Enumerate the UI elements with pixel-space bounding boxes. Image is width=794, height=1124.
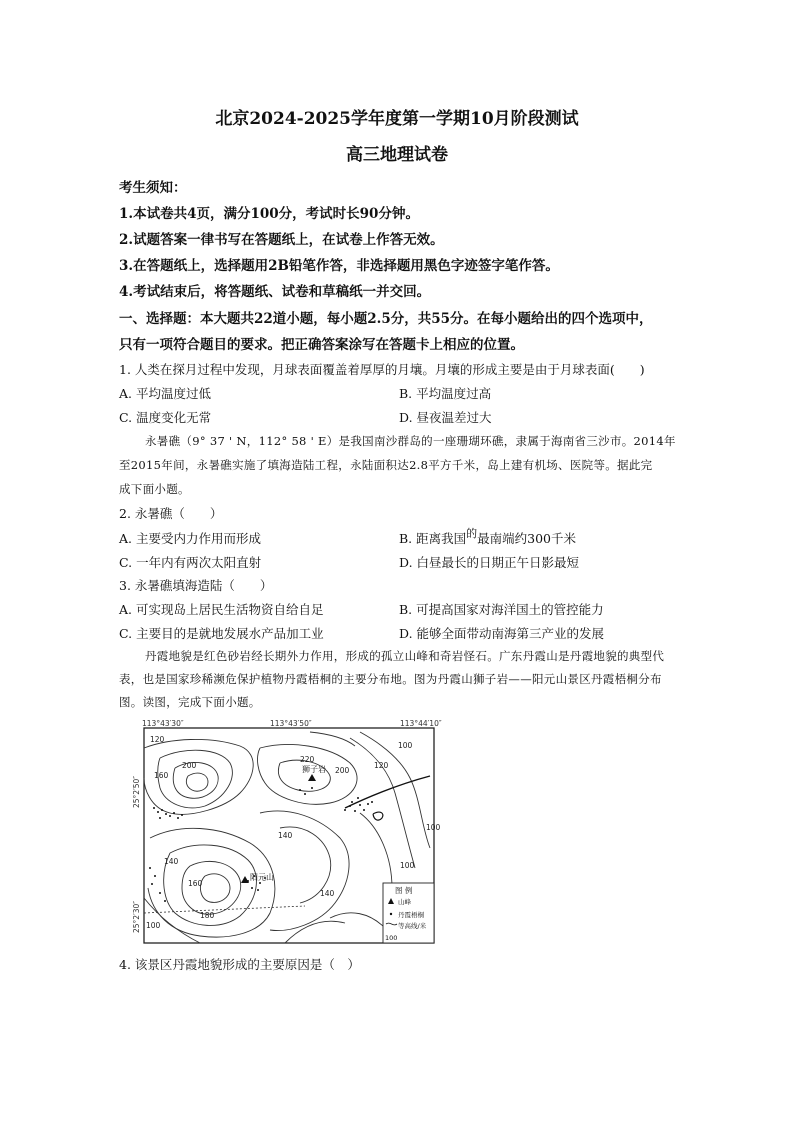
question-3-option-d: D. 能够全面带动南海第三产业的发展: [399, 626, 605, 641]
option-b-text: B. 距离我国: [399, 531, 467, 546]
passage-yongshu-line: 成下面小题。: [119, 482, 190, 496]
question-1-option-d: D. 昼夜温差过大: [399, 410, 492, 425]
question-1-option-b: B. 平均温度过高: [399, 386, 492, 401]
question-3-stem: 3. 永暑礁填海造陆（ ）: [119, 578, 273, 593]
passage-yongshu-line: 至2015年间，永暑礁实施了填海造陆工程，永陆面积达2.8平方千米，岛上建有机场、医院等。据此完: [119, 458, 653, 472]
passage-danxia-line: 丹霞地貌是红色砂岩经长期外力作用，形成的孤立山峰和奇岩怪石。广东丹霞山是丹霞地貌的典型代: [145, 649, 665, 663]
legend-tree-icon: [390, 913, 392, 915]
contour-label: 100: [400, 861, 415, 870]
map-legend: [383, 883, 434, 943]
contour-label: 180: [200, 911, 215, 920]
legend-contour-sample: 100: [385, 934, 398, 942]
question-2-stem: 2. 永暑礁（ ）: [119, 506, 223, 521]
question-1-option-a: A. 平均温度过低: [119, 386, 211, 401]
contour-label: 140: [164, 857, 179, 866]
contour-label: 100: [398, 741, 413, 750]
question-3-option-c: C. 主要目的是就地发展水产品加工业: [119, 626, 324, 641]
question-2-option-c: C. 一年内有两次太阳直射: [119, 555, 262, 570]
lat-label: 25°2′50″: [132, 775, 141, 808]
contour-label: 200: [335, 766, 350, 775]
contour-label: 220: [300, 755, 315, 764]
question-2-option-a: A. 主要受内力作用而形成: [119, 531, 261, 546]
option-b-text: 最南端约300千米: [477, 531, 576, 546]
question-1-stem: 1. 人类在探月过程中发现，月球表面覆盖着厚厚的月壤。月壤的形成主要是由于月球表面( ): [119, 362, 645, 377]
lon-label: 113°43′30″: [142, 719, 184, 728]
exam-subtitle: 高三地理试卷: [346, 145, 448, 165]
question-4-stem: 4. 该景区丹霞地貌形成的主要原因是（ ）: [119, 957, 360, 972]
lon-label: 113°44′10″: [400, 719, 442, 728]
option-b-superscript: 的: [466, 527, 478, 540]
notice-item: 1.本试卷共4页，满分100分，考试时长90分钟。: [119, 206, 419, 222]
contour-label: 160: [188, 879, 203, 888]
legend-title: 图 例: [395, 886, 413, 895]
danxia-contour-map: [130, 718, 442, 946]
question-2-option-b: [399, 529, 576, 547]
question-2-option-d: D. 白昼最长的日期正午日影最短: [399, 555, 580, 570]
contour-label: 200: [182, 761, 197, 770]
contour-label: 120: [150, 735, 165, 744]
question-1-option-c: C. 温度变化无常: [119, 410, 212, 425]
notice-item: 2.试题答案一律书写在答题纸上，在试卷上作答无效。: [119, 232, 444, 248]
place-label-yangyuanshan: 阳元山: [250, 873, 274, 882]
contour-label: 140: [278, 831, 293, 840]
passage-danxia-line: 表，也是国家珍稀濒危保护植物丹霞梧桐的主要分布地。图为丹霞山狮子岩——阳元山景区丹霞梧桐分布: [119, 672, 662, 686]
contour-label: 160: [154, 771, 169, 780]
legend-peak-label: 山峰: [398, 898, 411, 906]
lon-label: 113°43′50″: [270, 719, 312, 728]
notice-item: 4.考试结束后，将答题纸、试卷和草稿纸一并交回。: [119, 284, 431, 300]
notice-item: 3.在答题纸上，选择题用2B铅笔作答，非选择题用黑色字迹签字笔作答。: [119, 258, 559, 274]
passage-danxia-line: 图。读图，完成下面小题。: [119, 695, 261, 709]
passage-yongshu-line: 永暑礁（9° 37 ' N，112° 58 ' E）是我国南沙群岛的一座珊瑚环礁，隶属于海南省三沙市。2014年: [145, 434, 676, 448]
contour-label: 120: [374, 761, 389, 770]
contour-label: 100: [146, 921, 161, 930]
legend-contour-label: 等高线/米: [398, 922, 427, 930]
question-3-option-a: A. 可实现岛上居民生活物资自给自足: [119, 602, 324, 617]
exam-title: 北京2024-2025学年度第一学期10月阶段测试: [215, 109, 579, 129]
contour-label: 100: [426, 823, 441, 832]
notice-heading: 考生须知：: [119, 180, 187, 196]
place-label-shiziyan: 狮子岩: [302, 765, 326, 774]
section-instructions: 只有一项符合题目的要求。把正确答案涂写在答题卡上相应的位置。: [119, 337, 524, 353]
lat-label: 25°2′30″: [132, 900, 141, 933]
question-3-option-b: B. 可提高国家对海洋国土的管控能力: [399, 602, 604, 617]
legend-tree-label: 丹霞梧桐: [398, 911, 424, 919]
contour-label: 140: [320, 889, 335, 898]
section-instructions: 一、选择题：本大题共22道小题，每小题2.5分，共55分。在每小题给出的四个选项中，: [119, 311, 653, 327]
